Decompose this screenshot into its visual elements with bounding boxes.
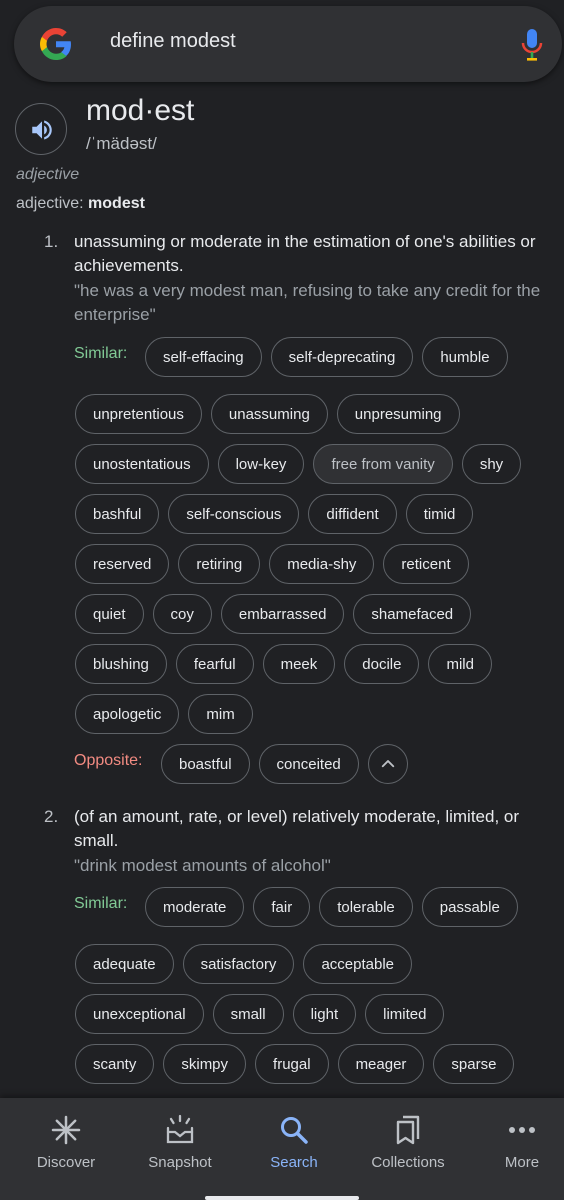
sense-definition: unassuming or moderate in the estimation of one's abilities or achievements. [74,232,536,275]
synonym-chip[interactable]: small [213,994,284,1034]
synonym-chip[interactable]: frugal [255,1044,329,1084]
nav-label: Search [270,1154,318,1171]
synonym-chip[interactable]: bashful [75,494,159,534]
synonym-chip[interactable]: passable [422,887,518,927]
sense-number: 1. [44,232,59,251]
more-dots-icon [506,1114,538,1146]
similar-chips-row [75,1044,514,1084]
sense-example: "he was a very modest man, refusing to take any credit for the enterprise" [74,281,541,324]
similar-chips-row [75,544,469,584]
nav-search[interactable] [238,1098,350,1200]
synonym-chip[interactable]: reserved [75,544,169,584]
synonym-chip[interactable]: self-effacing [145,337,262,377]
synonym-chip[interactable]: shamefaced [353,594,471,634]
synonym-chip[interactable]: unpretentious [75,394,202,434]
opposite-chips-row [161,744,408,784]
synonym-chip[interactable]: retiring [178,544,260,584]
sense-definition: (of an amount, rate, or level) relatively moderate, limited, or small. [74,807,520,850]
synonym-chip[interactable]: adequate [75,944,174,984]
nav-snapshot[interactable] [124,1098,236,1200]
similar-chips-row [145,887,518,927]
opposite-label: Opposite: [74,752,143,769]
headword: mod·est [86,94,195,127]
synonym-chip[interactable]: diffident [308,494,396,534]
collapse-button[interactable] [368,744,408,784]
word-form-line [16,195,145,213]
home-indicator[interactable] [205,1196,359,1200]
synonym-chip-selected[interactable]: free from vanity [313,444,452,484]
synonym-chip[interactable]: unassuming [211,394,328,434]
synonym-chip[interactable]: apologetic [75,694,179,734]
antonym-chip[interactable]: conceited [259,744,359,784]
synonym-chip[interactable]: scanty [75,1044,154,1084]
synonym-chip[interactable]: satisfactory [183,944,295,984]
synonym-chip[interactable]: meek [263,644,336,684]
snapshot-icon [164,1114,196,1146]
synonym-chip[interactable]: light [293,994,357,1034]
synonym-chip[interactable]: self-deprecating [271,337,414,377]
synonym-chip[interactable]: media-shy [269,544,374,584]
synonym-chip[interactable]: sparse [433,1044,514,1084]
synonym-chip[interactable]: tolerable [319,887,413,927]
synonym-chip[interactable]: unostentatious [75,444,209,484]
similar-chips-row [75,644,492,684]
similar-chips-row [75,444,521,484]
synonym-chip[interactable]: embarrassed [221,594,345,634]
similar-label: Similar: [74,345,128,362]
microphone-icon[interactable] [520,28,544,62]
synonym-chip[interactable]: acceptable [303,944,412,984]
nav-collections[interactable] [352,1098,464,1200]
search-icon [278,1114,310,1146]
similar-chips-row [75,494,473,534]
word-form-prefix: adjective: [16,195,89,212]
antonym-chip[interactable]: boastful [161,744,250,784]
similar-chips-row [75,694,253,734]
synonym-chip[interactable]: reticent [383,544,468,584]
sense-example: "drink modest amounts of alcohol" [74,856,331,875]
similar-chips-row [145,337,508,377]
sense-number: 2. [44,807,59,826]
synonym-chip[interactable]: quiet [75,594,144,634]
google-logo-icon [38,26,74,62]
similar-chips-row [75,594,471,634]
similar-chips-row [75,394,460,434]
speaker-icon [29,117,55,143]
similar-chips-row [75,994,444,1034]
synonym-chip[interactable]: coy [153,594,212,634]
chevron-up-icon [379,755,397,773]
asterisk-icon [50,1114,82,1146]
word-form-word: modest [88,195,145,212]
synonym-chip[interactable]: low-key [218,444,305,484]
phonetic-spelling: /ˈmädəst/ [86,134,157,153]
synonym-chip[interactable]: blushing [75,644,167,684]
synonym-chip[interactable]: meager [338,1044,425,1084]
nav-label: More [504,1154,540,1171]
synonym-chip[interactable]: fearful [176,644,254,684]
synonym-chip[interactable]: unpresuming [337,394,460,434]
nav-more[interactable] [466,1098,564,1200]
synonym-chip[interactable]: mim [188,694,252,734]
nav-label: Discover [36,1154,96,1171]
synonym-chip[interactable]: unexceptional [75,994,204,1034]
synonym-chip[interactable]: limited [365,994,444,1034]
synonym-chip[interactable]: mild [428,644,492,684]
collections-icon [392,1114,424,1146]
synonym-chip[interactable]: skimpy [163,1044,246,1084]
synonym-chip[interactable]: humble [422,337,507,377]
search-query-text[interactable]: define modest [110,30,236,52]
synonym-chip[interactable]: moderate [145,887,244,927]
synonym-chip[interactable]: docile [344,644,419,684]
nav-label: Collections [371,1154,445,1171]
synonym-chip[interactable]: self-conscious [168,494,299,534]
similar-chips-row [75,944,412,984]
bottom-navigation [0,1098,564,1200]
pronunciation-button[interactable] [15,103,67,155]
search-bar[interactable] [14,6,562,82]
nav-label: Snapshot [148,1154,212,1171]
synonym-chip[interactable]: timid [406,494,474,534]
synonym-chip[interactable]: fair [253,887,310,927]
similar-label: Similar: [74,895,128,912]
synonym-chip[interactable]: shy [462,444,521,484]
part-of-speech: adjective [16,166,80,183]
nav-discover[interactable] [10,1098,122,1200]
